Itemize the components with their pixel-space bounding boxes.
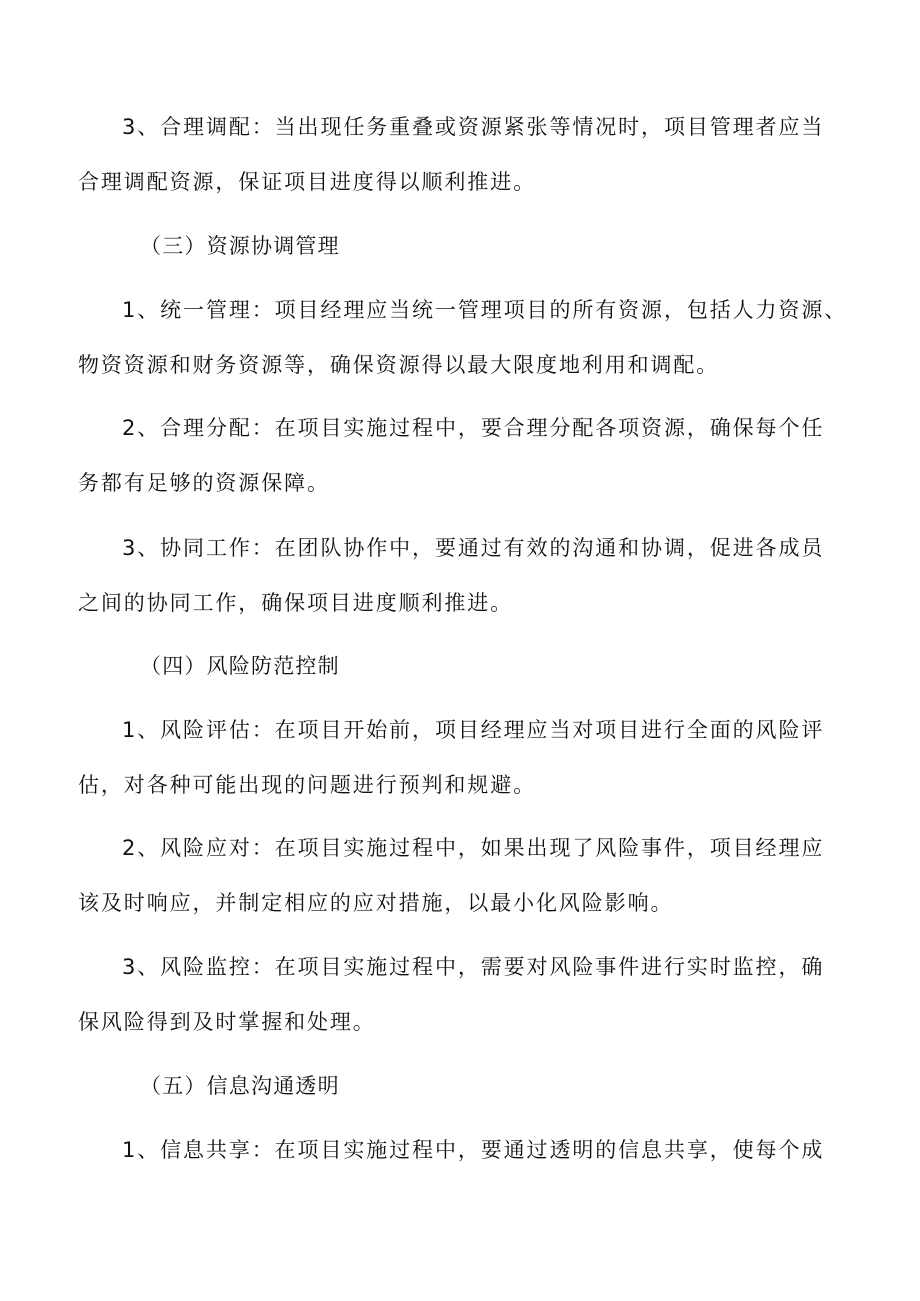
paragraph-line: 1、统一管理：项目经理应当统一管理项目的所有资源，包括人力资源、: [122, 298, 848, 322]
paragraph-line: 3、合理调配：当出现任务重叠或资源紧张等情况时，项目管理者应当: [122, 115, 825, 139]
section-heading: （三）资源协调管理: [140, 234, 340, 258]
paragraph-line: 该及时响应，并制定相应的应对措施，以最小化风险影响。: [78, 891, 674, 915]
paragraph-line: 之间的协同工作，确保项目进度顺利推进。: [78, 591, 514, 615]
paragraph-line: 3、协同工作：在团队协作中，要通过有效的沟通和协调，促进各成员: [122, 536, 825, 560]
paragraph-line: 2、合理分配：在项目实施过程中，要合理分配各项资源，确保每个任: [122, 416, 825, 440]
paragraph-line: 物资资源和财务资源等，确保资源得以最大限度地利用和调配。: [78, 353, 720, 377]
paragraph-line: 1、风险评估：在项目开始前，项目经理应当对项目进行全面的风险评: [122, 718, 825, 742]
section-heading: （五）信息沟通透明: [140, 1074, 340, 1098]
paragraph-line: 2、风险应对：在项目实施过程中，如果出现了风险事件，项目经理应: [122, 836, 825, 860]
paragraph-line: 保风险得到及时掌握和处理。: [78, 1010, 376, 1034]
paragraph-line: 务都有足够的资源保障。: [78, 471, 330, 495]
paragraph-line: 估，对各种可能出现的问题进行预判和规避。: [78, 773, 536, 797]
paragraph-line: 3、风险监控：在项目实施过程中，需要对风险事件进行实时监控，确: [122, 955, 825, 979]
paragraph-line: 合理调配资源，保证项目进度得以顺利推进。: [78, 170, 536, 194]
section-heading: （四）风险防范控制: [140, 654, 340, 678]
paragraph-line: 1、信息共享：在项目实施过程中，要通过透明的信息共享，使每个成: [122, 1138, 825, 1162]
